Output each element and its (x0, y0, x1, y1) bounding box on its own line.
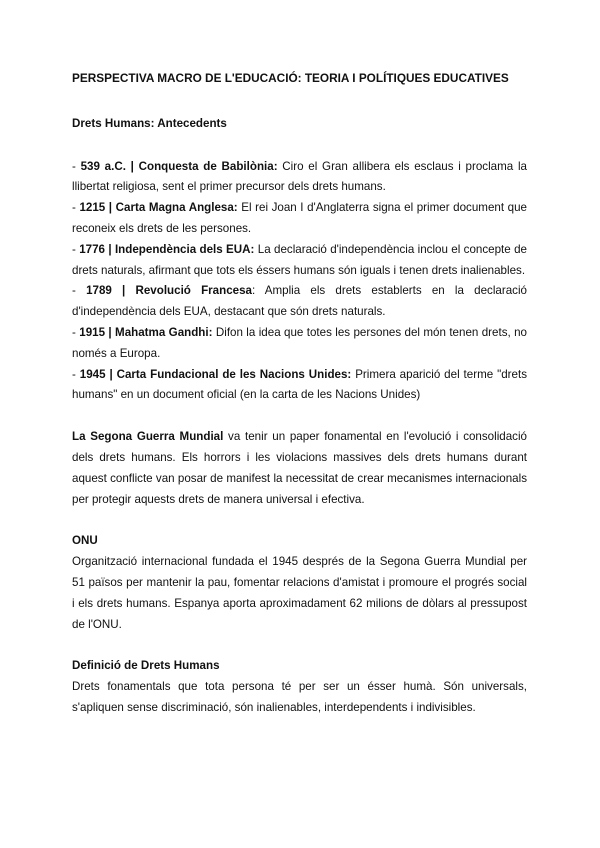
timeline-item-label: 1945 | Carta Fundacional de les Nacions Unides: (79, 367, 352, 381)
war-paragraph-bold: La Segona Guerra Mundial (72, 430, 224, 444)
definition-heading: Definició de Drets Humans (72, 659, 220, 673)
timeline-item-prefix: - (72, 284, 87, 298)
timeline-item (72, 198, 527, 240)
timeline-item-label: 539 a.C. | Conquesta de Babilònia: (80, 159, 278, 173)
antecedents-heading: Drets Humans: Antecedents (72, 116, 227, 130)
timeline-item-prefix: - (72, 325, 80, 339)
timeline-item (72, 281, 527, 323)
timeline-item (72, 365, 527, 407)
timeline-item-label: 1915 | Mahatma Gandhi: (79, 325, 213, 339)
document-title: PERSPECTIVA MACRO DE L'EDUCACIÓ: TEORIA I POLÍTIQUES EDUCATIVES (72, 71, 509, 85)
timeline-item-label: 1789 | Revolució Francesa (86, 284, 252, 298)
timeline-item-prefix: - (72, 242, 80, 256)
definition-paragraph: Drets fonamentals que tota persona té per ser un ésser humà. Són universals, s'apliquen sense discriminació, són inalienables, interdependents i indivisibles. (72, 680, 527, 714)
timeline-item-text: Ciro el Gran allibera els esclaus i proclama la llibertat religiosa, sent el primer precursor dels drets humans. (72, 159, 527, 194)
timeline-item-text: : Amplia els drets establerts en la declaració d'independència dels EUA, destacant que són drets naturals. (72, 284, 527, 319)
timeline-item-prefix: - (72, 367, 80, 381)
timeline-item (72, 157, 527, 199)
timeline-item (72, 323, 527, 365)
timeline-item (72, 240, 527, 282)
onu-heading: ONU (72, 534, 98, 548)
timeline-item-label: 1215 | Carta Magna Anglesa: (79, 201, 238, 215)
document-page (72, 68, 527, 719)
war-paragraph-text: va tenir un paper fonamental en l'evolució i consolidació dels drets humans. Els horrors i les violacions massives dels drets humans durant aquest conflicte van posar de manifest la necessitat de crear mecanismes internacionals per protegir aquests drets de manera universal i efectiva. (72, 430, 527, 506)
timeline-item-text: La declaració d'independència inclou el concepte de drets naturals, afirmant que tots els éssers humans són iguals i tenen drets inalienables. (72, 242, 527, 277)
timeline-item-label: 1776 | Independència dels EUA: (79, 242, 255, 256)
onu-paragraph: Organització internacional fundada el 1945 després de la Segona Guerra Mundial per 51 països per mantenir la pau, fomentar relacions d'amistat i promoure el progrés social i els drets humans. Espanya aporta aproximadament 62 milions de dòlars al pressupost de l'ONU. (72, 555, 527, 631)
timeline-item-text: El rei Joan I d'Anglaterra signa el primer document que reconeix els drets de les persones. (72, 201, 527, 235)
timeline-item-text: Primera aparició del terme "drets humans" en un document oficial (en la carta de les Nacions Unides) (72, 367, 527, 402)
timeline-item-prefix: - (72, 201, 80, 215)
timeline-item-prefix: - (72, 159, 81, 173)
war-paragraph (72, 427, 527, 510)
antecedents-timeline (72, 157, 527, 407)
timeline-item-text: Difon la idea que totes les persones del món tenen drets, no només a Europa. (72, 325, 527, 360)
definition-section (72, 656, 527, 718)
onu-section (72, 531, 527, 635)
